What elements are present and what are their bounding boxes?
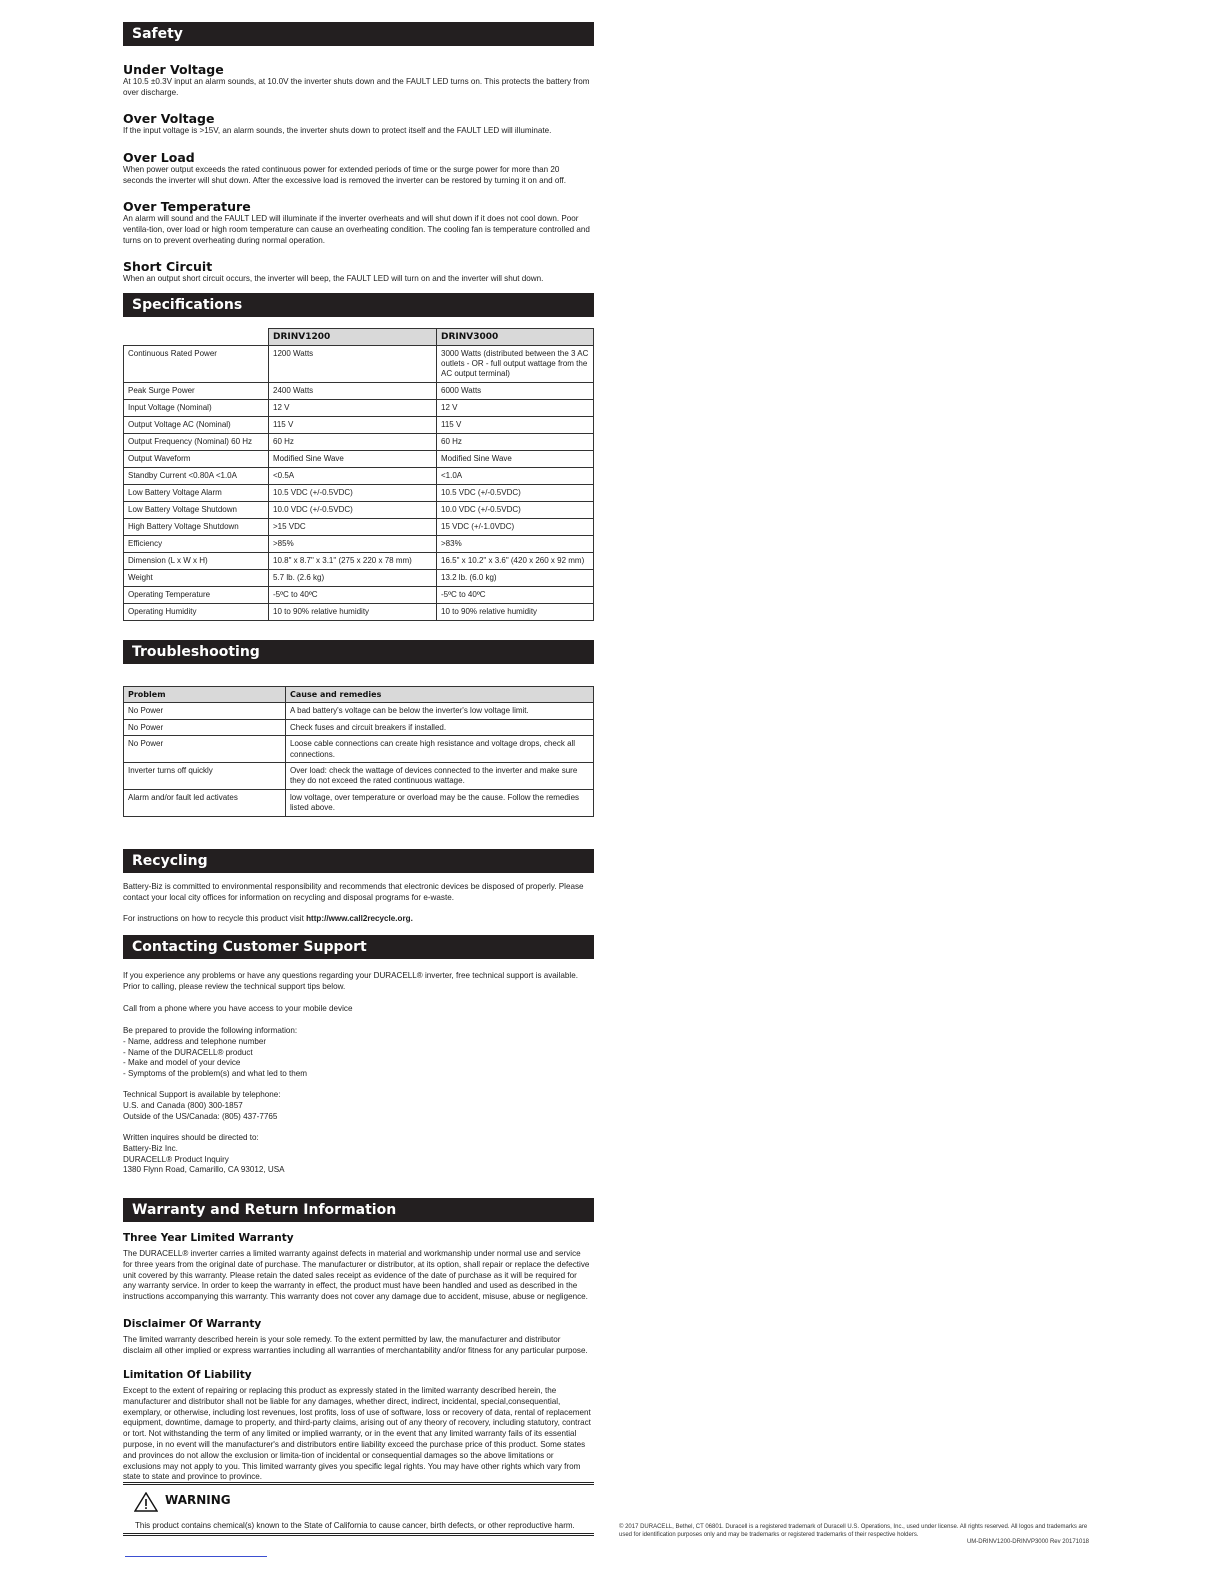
- disclaimer-text: The limited warranty described herein is your sole remedy. To the extent permitted by law, the manufacturer and distributor disclaim all other implied or express warranties including all warranties of merchantability and/or fitness for any particular purpose.: [123, 1335, 588, 1355]
- spec-value: 6000 Watts: [437, 382, 594, 399]
- spec-label: Weight: [124, 569, 269, 586]
- spec-value: >83%: [437, 535, 594, 552]
- table-row: [124, 484, 594, 501]
- remedy-cell: Over load: check the wattage of devices connected to the inverter and make sure they do not exceed the rated continuous wattage.: [286, 763, 594, 790]
- spec-value: 10.5 VDC (+/-0.5VDC): [437, 484, 594, 501]
- short-circuit-title: Short Circuit: [123, 259, 213, 274]
- safety-heading: Safety: [123, 22, 594, 46]
- spec-label: Output Voltage AC (Nominal): [124, 416, 269, 433]
- table-row: [124, 719, 594, 735]
- limited-warranty-text: The DURACELL® inverter carries a limited warranty against defects in material and workmanship under normal use and service for three years from the original date of purchase. The manufacturer or distributor, at its option, shall repair or replace the defective unit covered by this warranty. Please retain the dated sales receipt as evidence of the date of purchase as it will be required for any warranty service. In order to keep the warranty in effect, the product must have been handled and used as described in the instructions accompanying this warranty. This warranty does not cover any damage due to accident, misuse, abuse or negligence.: [123, 1249, 590, 1302]
- table-row: [124, 382, 594, 399]
- spec-value: 115 V: [269, 416, 437, 433]
- warning-title: [135, 1493, 231, 1507]
- spec-value: >15 VDC: [269, 518, 437, 535]
- spec-value: 10.0 VDC (+/-0.5VDC): [437, 501, 594, 518]
- spec-value: 3000 Watts (distributed between the 3 AC outlets - OR - full output wattage from the AC output terminal): [437, 345, 594, 382]
- disclaimer-title: Disclaimer Of Warranty: [123, 1318, 262, 1330]
- spec-label: Peak Surge Power: [124, 382, 269, 399]
- list-item: Written inquires should be directed to:: [123, 1133, 259, 1142]
- over-temperature-title: Over Temperature: [123, 199, 251, 214]
- spec-label: Output Waveform: [124, 450, 269, 467]
- list-item: Technical Support is available by telephone:: [123, 1090, 281, 1099]
- liability-text: Except to the extent of repairing or replacing this product as expressly stated in the limited warranty described herein, the manufacturer and distributor shall not be liable for any damages, whether direct, indirect, incidental, special,consequential, exemplary, or otherwise, including lost revenues, lost profits, loss of use of software, loss or recovery of data, rental of replacement equipment, downtime, damage to property, and third-party claims, arising out of any theory of recovery, including statutory, contract or tort. Not withstanding the term of any limited or implied warranty, or in the event that any limited warranty fails of its essential purpose, in no event will the manufacturer's and distributors entire liability exceed the purchase price of this product. Some states and provinces do not allow the exclusion or limita-tion of incidental or consequential damages so the above limitations or exclusions may not apply to you. This limited warranty gives you specific legal rights. You may have other rights which vary from state to state and province to province.: [123, 1386, 591, 1482]
- list-item: 1380 Flynn Road, Camarillo, CA 93012, USA: [123, 1165, 285, 1175]
- troubleshooting-heading: Troubleshooting: [123, 640, 594, 664]
- column-header-drinv3000: DRINV3000: [437, 329, 594, 346]
- spec-label: Continuous Rated Power: [124, 345, 269, 382]
- spec-value: >85%: [269, 535, 437, 552]
- remedy-cell: low voltage, over temperature or overload may be the cause. Follow the remedies listed above.: [286, 789, 594, 816]
- table-row: [124, 789, 594, 816]
- list-item: DURACELL® Product Inquiry: [123, 1154, 229, 1164]
- over-load-title: Over Load: [123, 150, 195, 165]
- spec-label: Standby Current <0.80A <1.0A: [124, 467, 269, 484]
- table-row: [124, 736, 594, 763]
- over-voltage-title: Over Voltage: [123, 111, 215, 126]
- spec-value: 5.7 lb. (2.6 kg): [269, 569, 437, 586]
- liability-title: Limitation Of Liability: [123, 1369, 252, 1381]
- recycling-instructions: [123, 914, 591, 925]
- limited-warranty-title: Three Year Limited Warranty: [123, 1232, 294, 1244]
- footer: [619, 1524, 1089, 1547]
- remedy-cell: Check fuses and circuit breakers if installed.: [286, 719, 594, 735]
- table-row: [124, 416, 594, 433]
- spec-value: 10 to 90% relative humidity: [269, 603, 437, 620]
- table-row: [124, 703, 594, 719]
- spec-value: Modified Sine Wave: [437, 450, 594, 467]
- column-header-drinv1200: DRINV1200: [269, 329, 437, 346]
- spec-value: 2400 Watts: [269, 382, 437, 399]
- spec-label: Efficiency: [124, 535, 269, 552]
- spec-value: 10.8" x 8.7" x 3.1" (275 x 220 x 78 mm): [269, 552, 437, 569]
- table-header-row: [124, 687, 594, 703]
- spec-label: Output Frequency (Nominal) 60 Hz: [124, 433, 269, 450]
- recycling-heading: Recycling: [123, 849, 594, 873]
- table-row: [124, 450, 594, 467]
- support-heading: Contacting Customer Support: [123, 935, 594, 959]
- spec-value: 10.0 VDC (+/-0.5VDC): [269, 501, 437, 518]
- table-row: [124, 399, 594, 416]
- spec-label: Operating Humidity: [124, 603, 269, 620]
- table-row: [124, 586, 594, 603]
- spec-label: High Battery Voltage Shutdown: [124, 518, 269, 535]
- specifications-table: [123, 328, 594, 621]
- spec-label: Input Voltage (Nominal): [124, 399, 269, 416]
- table-row: [124, 552, 594, 569]
- revision-code: UM-DRINV1200-DRINVP3000 Rev 20171018: [966, 1539, 1089, 1545]
- recycling-link[interactable]: http://www.call2recycle.org.: [306, 914, 413, 923]
- spec-value: <0.5A: [269, 467, 437, 484]
- table-row: [124, 345, 594, 382]
- spec-value: 60 Hz: [437, 433, 594, 450]
- spec-label: Low Battery Voltage Shutdown: [124, 501, 269, 518]
- table-row: [124, 603, 594, 620]
- remedy-cell: A bad battery's voltage can be below the inverter's low voltage limit.: [286, 703, 594, 719]
- list-item: - Name of the DURACELL® product: [123, 1047, 253, 1057]
- over-voltage-text: If the input voltage is >15V, an alarm sounds, the inverter shuts down to protect itself and the FAULT LED will illuminate.: [123, 126, 552, 135]
- table-row: [124, 518, 594, 535]
- column-header-cause: Cause and remedies: [286, 687, 594, 703]
- under-voltage-text: At 10.5 ±0.3V input an alarm sounds, at 10.0V the inverter shuts down and the FAULT LED turns on. This protects the battery from over discharge.: [123, 77, 590, 97]
- spec-value: 10.5 VDC (+/-0.5VDC): [269, 484, 437, 501]
- spec-value: 115 V: [437, 416, 594, 433]
- support-phone-block: [123, 1090, 591, 1122]
- troubleshooting-table: [123, 686, 594, 817]
- under-voltage-title: Under Voltage: [123, 62, 224, 77]
- spec-value: -5ºC to 40ºC: [437, 586, 594, 603]
- list-item: Battery-Biz Inc.: [123, 1143, 178, 1153]
- spec-value: 12 V: [269, 399, 437, 416]
- support-prepare-list: [123, 1026, 591, 1080]
- spec-value: <1.0A: [437, 467, 594, 484]
- over-temperature-text: An alarm will sound and the FAULT LED will illuminate if the inverter overheats and will shut down if it does not cool down. Poor ventila-tion, over load or high room temperature can cause an overheating condition. The cooling fan is temperature controlled and turns on to prevent overheating during normal operation.: [123, 214, 590, 245]
- list-item: U.S. and Canada (800) 300-1857: [123, 1100, 243, 1110]
- table-row: [124, 467, 594, 484]
- warranty-heading: Warranty and Return Information: [123, 1198, 594, 1222]
- table-row: [124, 569, 594, 586]
- spec-value: 13.2 lb. (6.0 kg): [437, 569, 594, 586]
- divider-line: [125, 1556, 267, 1557]
- list-item: Be prepared to provide the following information:: [123, 1026, 298, 1035]
- problem-cell: Inverter turns off quickly: [124, 763, 286, 790]
- list-item: - Name, address and telephone number: [123, 1036, 267, 1046]
- list-item: Outside of the US/Canada: (805) 437-7765: [123, 1111, 278, 1121]
- table-row: [124, 763, 594, 790]
- over-load-text: When power output exceeds the rated continuous power for extended periods of time or the surge power for more than 20 seconds the inverter will shut down. After the excessive load is removed the inverter can be restored by turning it on and off.: [123, 165, 566, 185]
- table-header-row: [124, 329, 594, 346]
- support-intro: If you experience any problems or have any questions regarding your DURACELL® inverter, free technical support is available. Prior to calling, please review the technical support tips below.: [123, 971, 578, 991]
- warning-title-text: WARNING: [165, 1493, 231, 1507]
- table-row: [124, 433, 594, 450]
- spec-value: -5ºC to 40ºC: [269, 586, 437, 603]
- spec-value: 16.5" x 10.2" x 3.6" (420 x 260 x 92 mm): [437, 552, 594, 569]
- problem-cell: No Power: [124, 703, 286, 719]
- spec-label: Dimension (L x W x H): [124, 552, 269, 569]
- spec-value: 12 V: [437, 399, 594, 416]
- list-item: - Make and model of your device: [123, 1058, 241, 1068]
- spec-value: 10 to 90% relative humidity: [437, 603, 594, 620]
- list-item: - Symptoms of the problem(s) and what led to them: [123, 1069, 307, 1079]
- spec-value: 15 VDC (+/-1.0VDC): [437, 518, 594, 535]
- table-row: [124, 501, 594, 518]
- problem-cell: No Power: [124, 736, 286, 763]
- spec-label: Operating Temperature: [124, 586, 269, 603]
- recycling-text: Battery-Biz is committed to environmental responsibility and recommends that electronic devices be disposed of properly. Please contact your local city offices for information on recycling and disposal programs for e-waste.: [123, 882, 584, 902]
- short-circuit-text: When an output short circuit occurs, the inverter will beep, the FAULT LED will turn on and the inverter will shut down.: [123, 274, 544, 283]
- specifications-heading: Specifications: [123, 293, 594, 317]
- problem-cell: No Power: [124, 719, 286, 735]
- spec-value: Modified Sine Wave: [269, 450, 437, 467]
- copyright-text: © 2017 DURACELL, Bethel, CT 06801. Duracell is a registered trademark of Duracell U.S. Operations, Inc., used under license. All rights reserved. All logos and trademarks are used for identification purposes only and may be trademarks or registered trademarks of their respective holders.: [619, 1524, 1088, 1538]
- support-address-block: [123, 1133, 591, 1176]
- problem-cell: Alarm and/or fault led activates: [124, 789, 286, 816]
- column-header-problem: Problem: [124, 687, 286, 703]
- support-call-note: Call from a phone where you have access to your mobile device: [123, 1004, 353, 1013]
- spec-value: 1200 Watts: [269, 345, 437, 382]
- warning-box: [123, 1482, 594, 1536]
- table-corner-cell: [124, 329, 269, 346]
- spec-value: 60 Hz: [269, 433, 437, 450]
- table-row: [124, 535, 594, 552]
- remedy-cell: Loose cable connections can create high resistance and voltage drops, check all connections.: [286, 736, 594, 763]
- recycling-instructions-prefix: For instructions on how to recycle this product visit: [123, 914, 307, 923]
- warning-text: This product contains chemical(s) known to the State of California to cause cancer, birth defects, or other reproductive harm.: [135, 1521, 575, 1530]
- spec-label: Low Battery Voltage Alarm: [124, 484, 269, 501]
